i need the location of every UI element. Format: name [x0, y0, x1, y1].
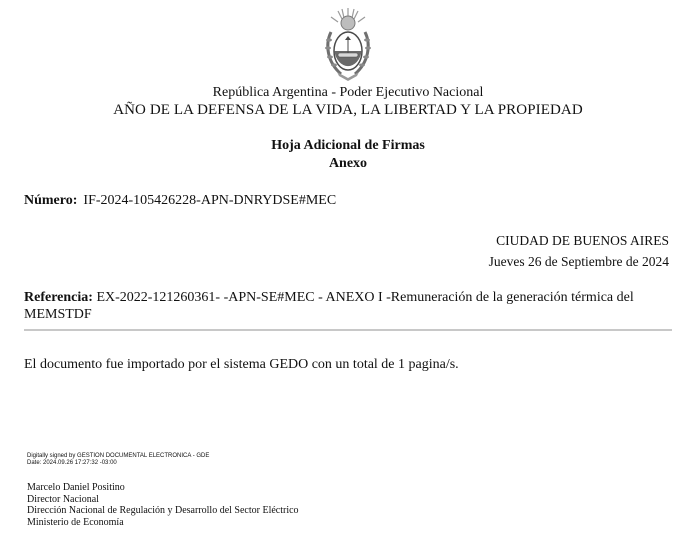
signer-block [27, 482, 299, 528]
year-motto: AÑO DE LA DEFENSA DE LA VIDA, LA LIBERTAD Y LA PROPIEDAD [113, 102, 583, 118]
document-number [24, 193, 336, 209]
coat-of-arms-icon [321, 6, 375, 82]
signer-name: Marcelo Daniel Positino [27, 482, 125, 493]
digital-signature-stamp [27, 453, 209, 466]
divider [24, 329, 672, 331]
city: CIUDAD DE BUENOS AIRES [496, 233, 669, 248]
document-subtitle: Anexo [328, 156, 368, 171]
signer-ministry: Ministerio de Economía [27, 516, 124, 528]
reference-label: Referencia: [24, 290, 93, 305]
digital-signature-signed-by: Digitally signed by GESTION DOCUMENTAL ELECTRONICA - GDE [27, 453, 210, 459]
reference-value: EX-2022-121260361- -APN-SE#MEC - ANEXO I -Remuneración de la generación térmica del MEMSTDF [24, 290, 634, 322]
government-header: República Argentina - Poder Ejecutivo Nacional [212, 85, 484, 100]
signer-position: Director Nacional [27, 493, 99, 505]
reference [24, 289, 664, 323]
document-title: Hoja Adicional de Firmas [271, 138, 425, 153]
document-number-value: IF-2024-105426228-APN-DNRYDSE#MEC [83, 193, 337, 208]
digital-signature-date: Date: 2024.09.26 17:27:32 -03:00 [27, 459, 117, 466]
date: Jueves 26 de Septiembre de 2024 [488, 254, 669, 269]
document-number-label: Número: [24, 193, 78, 208]
signer-office: Dirección Nacional de Regulación y Desarrollo del Sector Eléctrico [27, 505, 299, 517]
body-text: El documento fue importado por el sistema GEDO con un total de 1 pagina/s. [24, 357, 459, 372]
